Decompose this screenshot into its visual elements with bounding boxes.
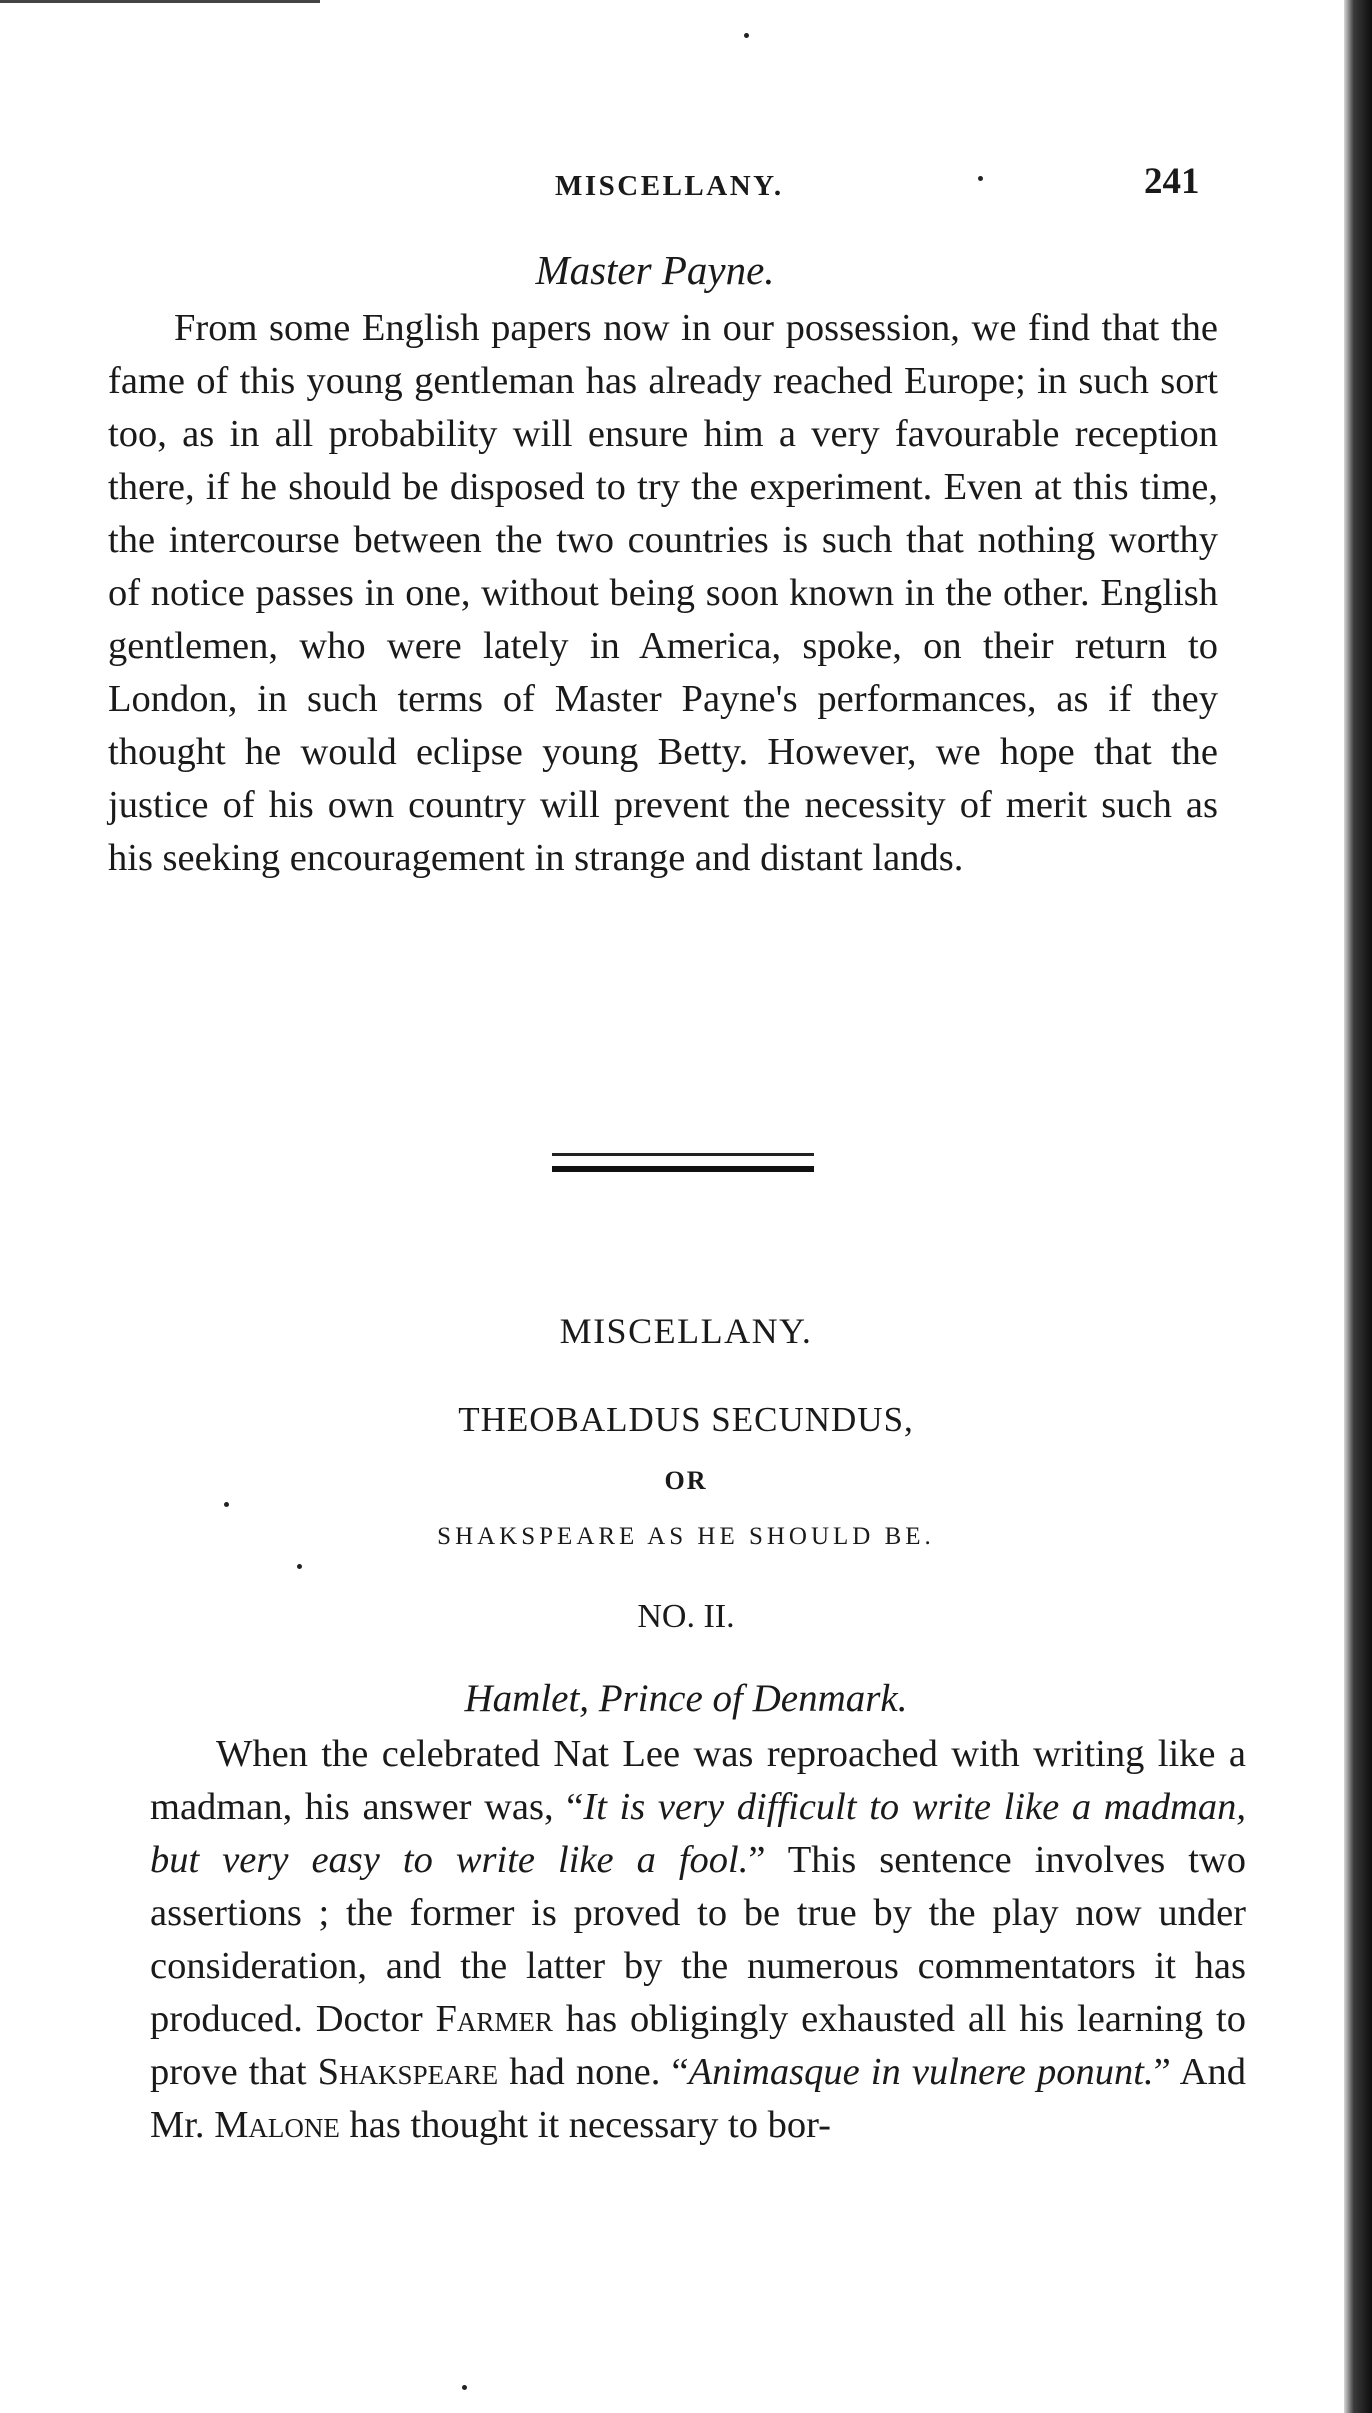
paragraph-text-1: ” This sentence involves two assertions ; the former is proved to be true by the play now under consideration, and the latter by the numerous commentators it has produced. Doctor bbox=[150, 1839, 1246, 2040]
article-number: NO. II. bbox=[637, 1598, 735, 1635]
name-malone: Malone bbox=[214, 2104, 340, 2146]
section-divider-thin bbox=[552, 1153, 814, 1156]
paragraph-text-4: ” And Mr. bbox=[150, 2051, 1246, 2146]
running-head: MISCELLANY. bbox=[555, 170, 784, 202]
paragraph-opening: When the celebrated Nat Lee was reproached with writing like a madman, his answer was, “ bbox=[150, 1733, 1246, 1828]
ink-speck bbox=[297, 1564, 302, 1569]
paragraph-ending: has thought it necessary to bor- bbox=[339, 2104, 831, 2146]
section-divider-thick bbox=[552, 1166, 814, 1172]
article-paragraph-master-payne bbox=[108, 302, 1218, 885]
paragraph-text-2: has obligingly exhausted all his learning to prove that bbox=[150, 1998, 1246, 2093]
section-heading: MISCELLANY. bbox=[559, 1311, 813, 1351]
name-farmer: Farmer bbox=[435, 1998, 553, 2040]
page-top-edge bbox=[0, 0, 320, 3]
page-number: 241 bbox=[1144, 161, 1200, 202]
paragraph-text: From some English papers now in our possession, we find that the fame of this young gentleman has already reached Europe; in such sort too, as in all probability will ensure him a very favourable reception there, if he should be disposed to try the experiment. Even at this time, the intercourse between the two countries is such that nothing worthy of notice passes in one, without being soon known in the other. English gentlemen, who were lately in America, spoke, on their return to London, in such terms of Master Payne's performances, as if they thought he would eclipse young Betty. However, we hope that the justice of his own country will prevent the necessity of merit such as his seeking encouragement in strange and distant lands. bbox=[108, 307, 1218, 879]
ink-speck bbox=[744, 33, 749, 38]
article-paragraph-hamlet bbox=[150, 1728, 1246, 2152]
ink-speck bbox=[978, 176, 983, 181]
ink-speck bbox=[224, 1502, 229, 1507]
page-binding-edge bbox=[1344, 0, 1372, 2413]
page-header bbox=[0, 160, 1372, 210]
nat-lee-quote: It is very difficult to write like a madman, but very easy to write like a fool. bbox=[150, 1786, 1246, 1881]
name-shakspeare: Shakspeare bbox=[317, 2051, 499, 2093]
article-title-theobaldus: THEOBALDUS SECUNDUS, bbox=[458, 1400, 914, 1439]
article-title-master-payne: Master Payne. bbox=[535, 247, 775, 293]
article-subtitle: SHAKSPEARE AS HE SHOULD BE. bbox=[437, 1523, 935, 1550]
paragraph-text-3: had none. “ bbox=[498, 2051, 689, 2093]
latin-quote: Animasque in vulnere ponunt. bbox=[688, 2051, 1154, 2093]
ink-speck bbox=[462, 2385, 467, 2390]
title-or: OR bbox=[664, 1466, 708, 1495]
play-title: Hamlet, Prince of Denmark. bbox=[464, 1677, 908, 1720]
